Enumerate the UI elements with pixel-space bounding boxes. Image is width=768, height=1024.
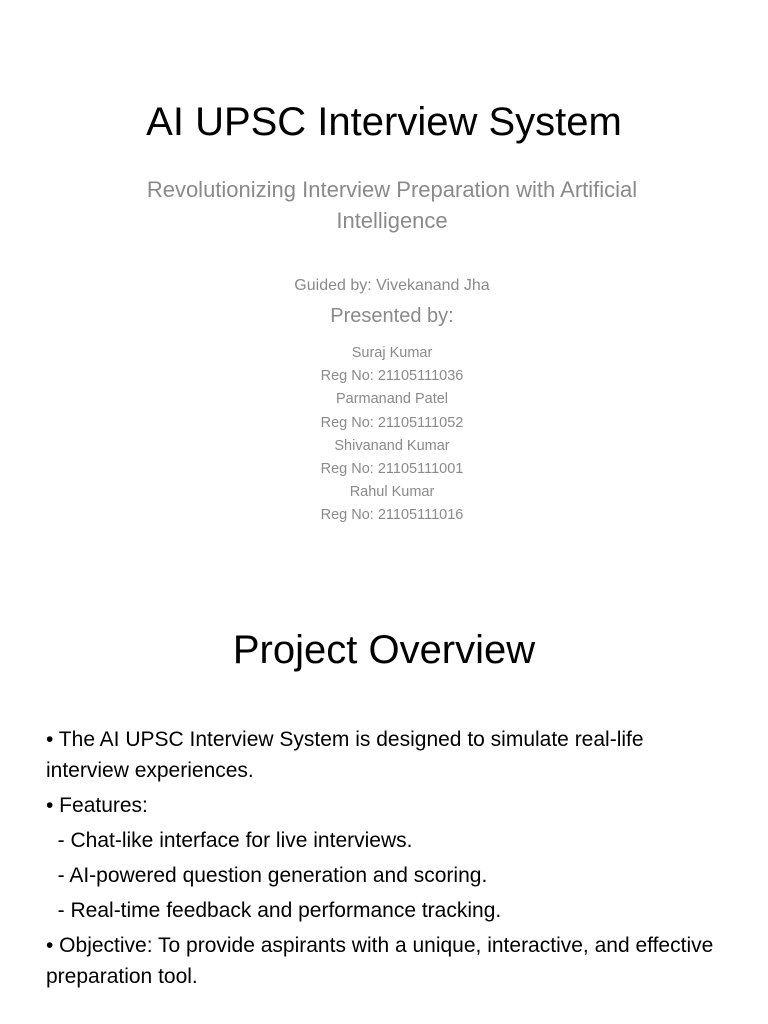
presenter-name: Rahul Kumar: [349, 484, 435, 501]
overview-content: [46, 724, 726, 996]
presenter-reg-no: Reg No: 21105111016: [320, 507, 464, 524]
presenter-name: Shivanand Kumar: [334, 437, 450, 454]
bullet-features: • Features:: [46, 794, 148, 817]
presentation-subtitle: Revolutionizing Interview Preparation with Artificial Intelligence: [146, 177, 638, 233]
feature-item: - AI-powered question generation and scoring.: [46, 864, 488, 887]
presenter-reg-no: Reg No: 21105111001: [320, 461, 464, 478]
overview-title: Project Overview: [232, 628, 536, 672]
presenter-list: [0, 342, 768, 528]
overview-slide: [0, 580, 768, 1024]
feature-item: - Real-time feedback and performance tracking.: [46, 899, 502, 922]
presenter-name: Suraj Kumar: [351, 345, 433, 361]
presenter-name: Parmanand Patel: [335, 391, 449, 408]
guided-by-text: Guided by: Vivekanand Jha: [294, 277, 490, 294]
bullet-description: • The AI UPSC Interview System is designed to simulate real-life interview experiences.: [46, 728, 650, 782]
feature-item: - Chat-like interface for live interviews.: [46, 829, 413, 852]
bullet-objective: • Objective: To provide aspirants with a unique, interactive, and effective preparation tool.: [46, 934, 720, 988]
presentation-title: AI UPSC Interview System: [146, 100, 622, 144]
presenter-reg-no: Reg No: 21105111036: [320, 368, 464, 385]
presented-by-heading: Presented by:: [330, 305, 454, 327]
presenter-reg-no: Reg No: 21105111052: [320, 414, 464, 431]
